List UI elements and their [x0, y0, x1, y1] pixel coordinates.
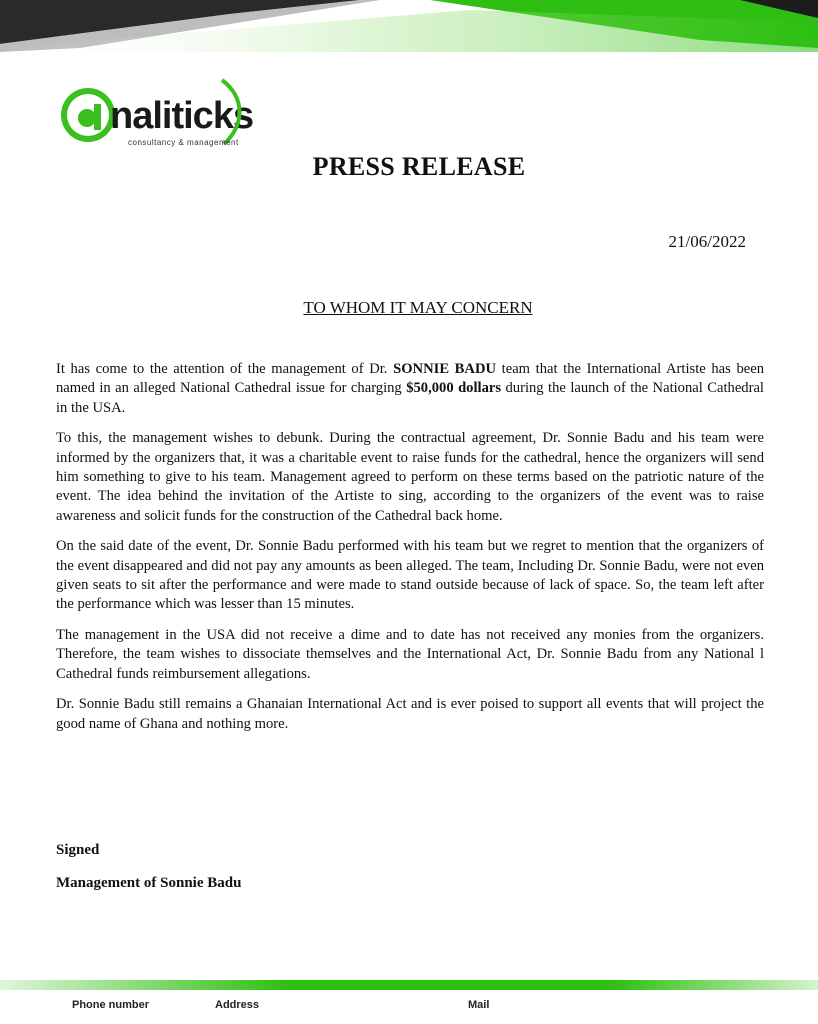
paragraph-1	[56, 360, 764, 418]
logo-tagline: consultancy & management	[128, 138, 239, 147]
footer-contact	[0, 999, 818, 1019]
footer-phone-label: Phone number	[72, 999, 150, 1011]
logo-wordmark-main: nalitic	[110, 95, 213, 137]
signed-label: Signed	[56, 842, 100, 858]
paragraph-1-text-b: team that the International Artiste has been named in an alleged National Cathedral issue for charging	[56, 361, 765, 397]
footer-mail-label: Mail	[468, 999, 490, 1011]
paragraph-1-text-a: It has come to the attention of the management of Dr.	[56, 361, 394, 377]
paragraph-3: On the said date of the event, Dr. Sonnie Badu performed with his team but we regret to mention that the organizers of the event disappeared and did not pay any amounts as been alleged. The team, Including Dr. Sonnie Badu, were not even given seats to sit after the performance and were made to stand outside because of lack of space. So, the team left after the performance which was lesser than 15 minutes.	[56, 538, 764, 613]
document-body	[56, 360, 764, 746]
signoff	[56, 842, 241, 908]
signatory: Management of Sonnie Badu	[56, 875, 242, 891]
header-decoration	[0, 0, 818, 60]
salutation: TO WHOM IT MAY CONCERN	[303, 298, 533, 317]
paragraph-2: To this, the management wishes to debunk. During the contractual agreement, Dr. Sonnie Badu and his team were informed by the organizers that, it was a charitable event to raise funds for the cathedral, hence the organizers will send him something to give to his team. Management agreed to perform on these terms based on the patriotic nature of the event. The idea behind the invitation of the Artiste to sing, according to the organizers of the event was to raise awareness and solicit funds for the construction of the Cathedral back home.	[56, 430, 764, 524]
footer-address-label: Address	[215, 999, 260, 1011]
artist-name: SONNIE BADU	[393, 361, 497, 377]
logo-a-mark	[58, 82, 118, 144]
paragraph-4: The management in the USA did not receive a dime and to date has not received any monies from the organizers. Therefore, the team wishes to dissociate themselves and the International Act, Dr. Sonnie Badu from any National l Cathedral funds reimbursement allegations.	[56, 627, 764, 682]
footer-decoration	[0, 978, 818, 992]
analiticks-logo	[58, 78, 278, 158]
document-date: 21/06/2022	[668, 232, 746, 251]
paragraph-1-text-c: during the launch of the National Cathedral in the USA.	[56, 380, 764, 416]
logo-wordmark-tail: ks	[212, 95, 254, 137]
alleged-amount: $50,000 dollars	[406, 380, 502, 397]
paragraph-5: Dr. Sonnie Badu still remains a Ghanaian International Act and is ever poised to support all events that will project the good name of Ghana and nothing more.	[56, 696, 764, 732]
page-title: PRESS RELEASE	[312, 152, 526, 181]
